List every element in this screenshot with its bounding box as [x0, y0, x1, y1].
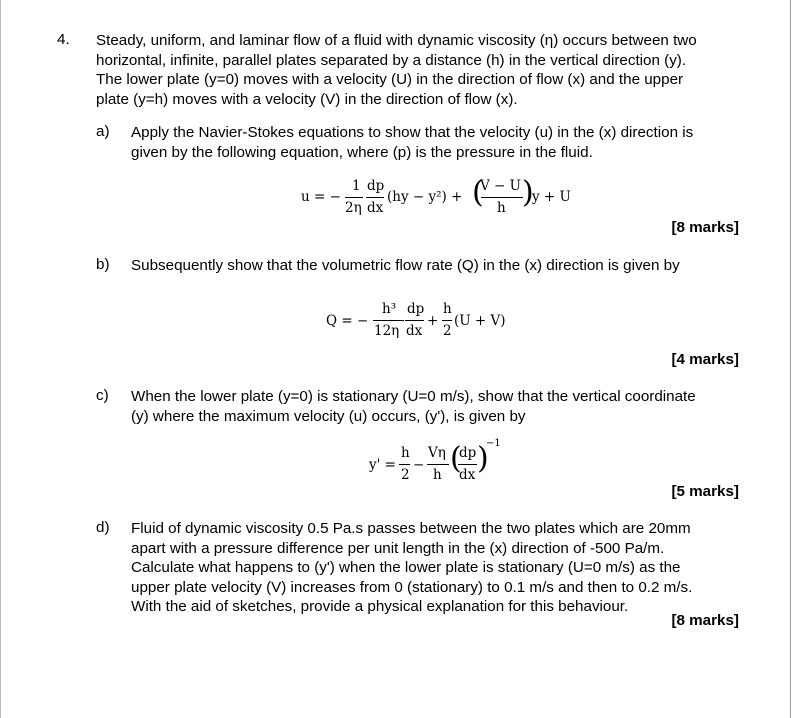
eq-c-frac1-den: 2 — [401, 467, 410, 483]
eq-b-frac1-den: 12η — [374, 323, 400, 339]
intro-line: Steady, uniform, and laminar flow of a fluid with dynamic viscosity (η) occurs between two — [96, 32, 697, 49]
eq-c-frac3-num: dp — [459, 445, 477, 461]
part-a-text — [131, 123, 693, 162]
eq-a-frac2-num: dp — [367, 178, 385, 194]
part-d-line: Calculate what happens to (y') when the lower plate is stationary (U=0 m/s) as the — [131, 559, 681, 576]
part-c-line: When the lower plate (y=0) is stationary (U=0 m/s), show that the vertical coordinate — [131, 388, 696, 405]
eq-a-lparen: ( — [472, 175, 484, 210]
part-d-label: d) — [96, 519, 110, 536]
part-d-line: apart with a pressure difference per unit length in the (x) direction of -500 Pa/m. — [131, 539, 665, 557]
eq-a-rparen: ) — [522, 175, 534, 210]
eq-b-lhs: Q = − — [326, 313, 369, 329]
part-c-text — [131, 387, 696, 426]
eq-a-frac3-bar — [481, 197, 523, 198]
eq-c-frac2-num: Vη — [428, 445, 446, 461]
eq-c-lparen: ( — [450, 441, 462, 476]
eq-a-frac1-num: 1 — [352, 178, 361, 194]
eq-c-frac3-bar — [458, 464, 477, 465]
part-c-label: c) — [96, 387, 109, 404]
eq-b-frac3-num: h — [443, 301, 452, 317]
eq-c-frac1-bar — [399, 464, 410, 465]
eq-a-frac3-num: V − U — [480, 178, 522, 194]
eq-a-mid: (hy − y²) + — [387, 189, 463, 205]
eq-a-frac2-bar — [366, 197, 384, 198]
intro-line: The lower plate (y=0) moves with a velocity (U) in the direction of flow (x) and the upper — [96, 71, 684, 88]
part-b-line: Subsequently show that the volumetric flow rate (Q) in the (x) direction is given by — [131, 257, 680, 274]
eq-c-frac2-den: h — [433, 467, 442, 483]
eq-b-frac2-bar — [405, 320, 424, 321]
eq-c-lhs: y' = — [369, 457, 396, 473]
eq-c-minus: − — [413, 457, 425, 473]
part-b-label: b) — [96, 256, 110, 273]
part-a-marks: [8 marks] — [671, 219, 739, 236]
eq-a-frac1-den: 2η — [345, 200, 362, 216]
eq-a-lhs: u = − — [301, 189, 341, 205]
eq-a-frac3-den: h — [497, 200, 506, 216]
question-intro — [96, 31, 697, 109]
eq-c-rparen: ) — [477, 441, 489, 476]
eq-b-frac2-num: dp — [407, 301, 425, 317]
eq-a-tail: y + U — [532, 189, 571, 205]
eq-b-frac3-den: 2 — [443, 323, 452, 339]
intro-line: horizontal, infinite, parallel plates separated by a distance (h) in the vertical direction (y). — [96, 51, 687, 69]
part-a-label: a) — [96, 123, 110, 140]
part-b-marks: [4 marks] — [671, 351, 739, 368]
eq-b-frac2-den: dx — [406, 323, 423, 339]
eq-c-frac3-den: dx — [459, 467, 476, 483]
part-c-line: (y) where the maximum velocity (u) occurs, (y'), is given by — [131, 407, 526, 425]
part-d-line: Fluid of dynamic viscosity 0.5 Pa.s passes between the two plates which are 20mm — [131, 520, 691, 537]
part-d-line: upper plate velocity (V) increases from 0 (stationary) to 0.1 m/s and then to 0.2 m/s. — [131, 578, 693, 596]
eq-b-frac1-bar — [373, 320, 404, 321]
eq-c-exponent: −1 — [486, 438, 501, 449]
part-b-text — [131, 256, 680, 276]
eq-b-plus: + — [427, 313, 439, 329]
part-d-line: With the aid of sketches, provide a physical explanation for this behaviour. — [131, 598, 629, 615]
eq-a-frac1-bar — [345, 197, 363, 198]
question-number: 4. — [57, 31, 70, 48]
eq-b-frac1-num: h³ — [382, 301, 397, 317]
part-c-marks: [5 marks] — [671, 483, 739, 500]
eq-b-frac3-bar — [442, 320, 452, 321]
eq-a-frac2-den: dx — [367, 200, 384, 216]
part-a-line: given by the following equation, where (p) is the pressure in the fluid. — [131, 143, 593, 161]
part-d-marks: [8 marks] — [671, 612, 739, 629]
eq-b-tail: (U + V) — [454, 313, 506, 329]
intro-line: plate (y=h) moves with a velocity (V) in the direction of flow (x). — [96, 90, 518, 108]
eq-c-frac1-num: h — [401, 445, 410, 461]
part-a-line: Apply the Navier-Stokes equations to show that the velocity (u) in the (x) direction is — [131, 124, 694, 141]
eq-c-frac2-bar — [427, 464, 449, 465]
part-d-text — [131, 519, 692, 617]
